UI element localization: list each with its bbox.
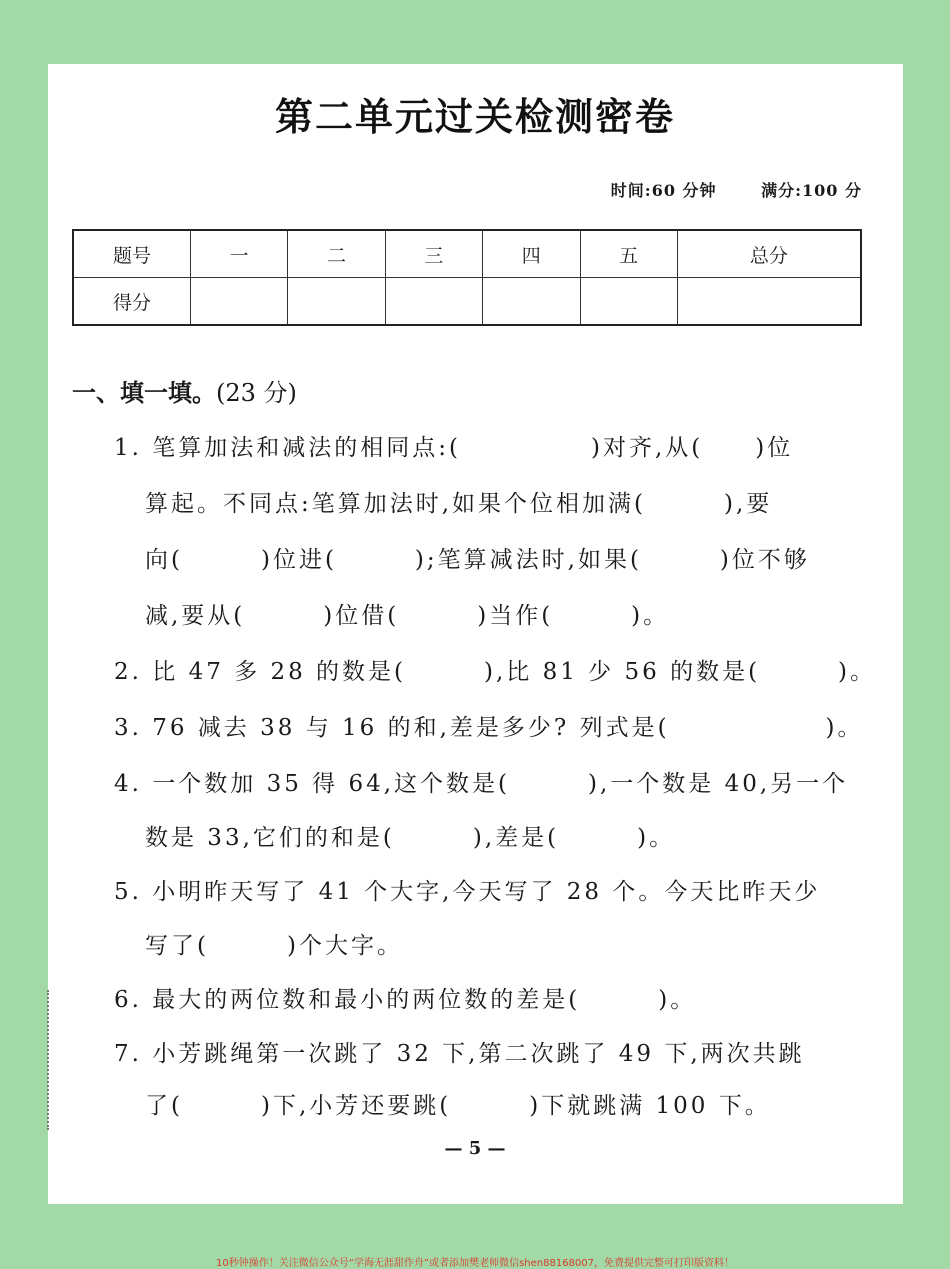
score-table-cell: 题号 [73, 230, 191, 278]
section-title: 一、填一填。 [72, 379, 216, 407]
page-title: 第二单元过关检测密卷 [274, 95, 675, 139]
score-table-cell: 三 [385, 230, 482, 278]
score-input-cell[interactable] [288, 278, 385, 326]
question-line: 减,要从( )位借( )当作( )。 [145, 603, 670, 629]
score-input-cell[interactable] [191, 278, 288, 326]
score-table-cell: 四 [483, 230, 580, 278]
question-line: 2. 比 47 多 28 的数是( ),比 81 少 56 的数是( )。 [114, 659, 877, 685]
question-line: 了( )下,小芳还要跳( )下就跳满 100 下。 [145, 1093, 771, 1119]
footer-promo: 10秒钟操作！关注微信公众号“学海无涯甜作舟”或者添加樊老师微信shen88168007，免费提供完整可打印版资料！ [215, 1258, 735, 1269]
question-line: 6. 最大的两位数和最小的两位数的差是( )。 [114, 987, 697, 1013]
question-line: 1. 笔算加法和减法的相同点:( )对齐,从( )位 [114, 435, 794, 461]
question-line: 7. 小芳跳绳第一次跳了 32 下,第二次跳了 49 下,两次共跳 [114, 1041, 805, 1067]
question-line: 向( )位进( );笔算减法时,如果( )位不够 [145, 547, 810, 573]
question-line: 5. 小明昨天写了 41 个大字,今天写了 28 个。今天比昨天少 [114, 879, 821, 905]
score-row-label: 得分 [73, 278, 191, 326]
question-line: 写了( )个大字。 [145, 933, 403, 959]
score-table [72, 229, 862, 326]
score-table-cell: 一 [191, 230, 288, 278]
binding-dots [47, 990, 52, 1130]
question-line: 算起。不同点:笔算加法时,如果个位相加满( ),要 [145, 491, 773, 517]
full-score: 满分:100 分 [761, 181, 862, 200]
score-table-cell: 五 [580, 230, 677, 278]
section-points: (23 分) [216, 379, 297, 407]
question-line: 3. 76 减去 38 与 16 的和,差是多少? 列式是( )。 [114, 715, 864, 741]
score-input-cell[interactable] [483, 278, 580, 326]
score-input-cell[interactable] [385, 278, 482, 326]
exam-meta [611, 178, 862, 201]
score-table-header-row [73, 230, 861, 278]
score-input-cell[interactable] [580, 278, 677, 326]
question-line: 4. 一个数加 35 得 64,这个数是( ),一个数是 40,另一个 [114, 771, 849, 797]
question-line: 数是 33,它们的和是( ),差是( )。 [145, 825, 676, 851]
score-input-cell[interactable] [677, 278, 861, 326]
score-table-cell: 总分 [677, 230, 861, 278]
time-limit: 时间:60 分钟 [610, 181, 717, 200]
section-heading [72, 373, 297, 408]
score-table-cell: 二 [288, 230, 385, 278]
score-table-score-row [73, 278, 861, 326]
page-number: — 5 — [444, 1138, 506, 1159]
